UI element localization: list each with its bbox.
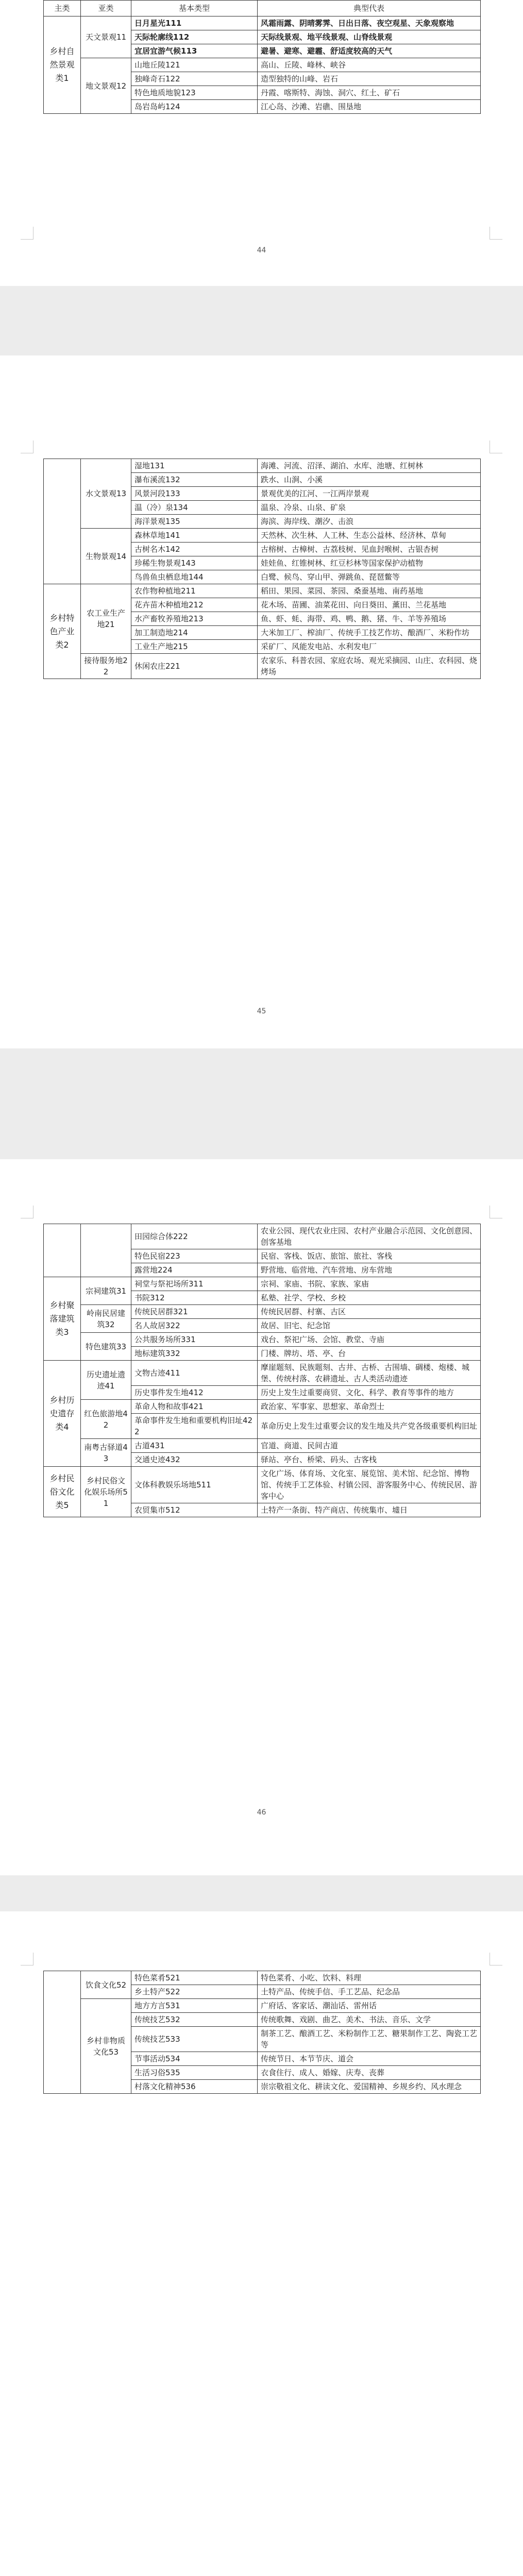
minor-category-cell: 历史遗址遗迹41 — [81, 1361, 131, 1400]
table-row — [44, 1400, 481, 1414]
base-type-cell: 珍稀生物景观143 — [131, 556, 258, 570]
base-type-cell: 温（冷）泉134 — [131, 501, 258, 515]
base-type-cell: 文物古迹411 — [131, 1361, 258, 1386]
document-page-45 — [0, 355, 523, 1048]
base-type-cell: 祠堂与祭祀场所311 — [131, 1277, 258, 1291]
margin-corner-mark — [490, 440, 502, 453]
table-page-45 — [43, 459, 481, 679]
representative-cell: 野营地、临营地、汽车营地、房车营地 — [258, 1263, 481, 1277]
representative-cell: 大米加工厂、榨油厂、传统手工技艺作坊、酿酒厂、米粉作坊 — [258, 626, 481, 640]
representative-cell: 革命历史上发生过重要会议的发生地及共产党各级重要机构旧址 — [258, 1414, 481, 1439]
margin-corner-mark — [490, 1953, 502, 1965]
representative-cell: 摩崖题刻、民族题刻、古井、古桥、古围墙、碉楼、炮楼、城堡、传统村落、农耕遗址、古人类活动遗迹 — [258, 1361, 481, 1386]
table-page-47 — [43, 1971, 481, 2094]
representative-cell: 海滩、河流、沼泽、湖泊、水库、池塘、红树林 — [258, 459, 481, 473]
base-type-cell: 特色民宿223 — [131, 1249, 258, 1263]
page-number: 45 — [257, 1007, 266, 1015]
table-row — [44, 1361, 481, 1386]
base-type-cell: 花卉苗木种植地212 — [131, 598, 258, 612]
representative-cell: 广府话、客家话、潮汕话、雷州话 — [258, 1999, 481, 2013]
minor-category-cell: 饮食文化52 — [81, 1971, 131, 1999]
base-type-cell: 工业生产地215 — [131, 640, 258, 654]
representative-cell: 戏台、祭祀广场、会馆、教堂、寺庙 — [258, 1333, 481, 1347]
representative-cell: 传统民居群、村寨、古区 — [258, 1305, 481, 1319]
table-row — [44, 459, 481, 473]
representative-cell: 衣食住行、成人、婚嫁、庆寿、丧葬 — [258, 2066, 481, 2080]
representative-cell: 政治家、军事家、思想家、革命烈士 — [258, 1400, 481, 1414]
margin-corner-mark — [21, 440, 33, 453]
base-type-cell: 露营地224 — [131, 1263, 258, 1277]
representative-cell: 丹霞、喀斯特、海蚀、洞穴、红土、矿石 — [258, 86, 481, 100]
base-type-cell: 独峰奇石122 — [131, 72, 258, 86]
base-type-cell: 公共服务场所331 — [131, 1333, 258, 1347]
major-category-cell — [44, 1971, 81, 2094]
base-type-cell: 生活习俗535 — [131, 2066, 258, 2080]
representative-cell: 特色菜肴、小吃、饮料、料理 — [258, 1971, 481, 1985]
minor-category-cell: 红色旅游地42 — [81, 1400, 131, 1439]
representative-cell: 造型独特的山峰、岩石 — [258, 72, 481, 86]
representative-cell: 制茶工艺、酿酒工艺、米粉制作工艺、糖果制作工艺、陶瓷工艺等 — [258, 2027, 481, 2052]
header-minor: 亚类 — [81, 1, 131, 16]
representative-cell: 私塾、社学、学校、乡校 — [258, 1291, 481, 1305]
representative-cell: 稻田、果园、菜园、茶园、桑蚕基地、南药基地 — [258, 584, 481, 598]
minor-category-cell: 特色建筑33 — [81, 1333, 131, 1361]
page-gap — [0, 1875, 523, 1911]
base-type-cell: 革命事件发生地和重要机构旧址422 — [131, 1414, 258, 1439]
representative-cell: 采矿厂、风能发电站、水利发电厂 — [258, 640, 481, 654]
table-row — [44, 584, 481, 598]
major-category-cell — [44, 459, 81, 584]
representative-cell: 海滨、海岸线、潮汐、击浪 — [258, 515, 481, 529]
base-type-cell: 地标建筑332 — [131, 1347, 258, 1361]
representative-cell: 民宿、客栈、饭店、旅馆、旅社、客栈 — [258, 1249, 481, 1263]
base-type-cell: 日月星光111 — [131, 16, 258, 30]
table-row — [44, 529, 481, 543]
representative-cell: 避暑、避寒、避霾、舒适度较高的天气 — [258, 44, 481, 58]
base-type-cell: 交通史迹432 — [131, 1453, 258, 1467]
major-category-cell — [44, 1224, 81, 1277]
representative-cell: 驿站、亭台、桥梁、码头、古客栈 — [258, 1453, 481, 1467]
representative-cell: 白鹭、候鸟、穿山甲、弹跳鱼、琵琶鳖等 — [258, 570, 481, 584]
representative-cell: 文化广场、体育场、文化室、展览馆、美术馆、纪念馆、博物馆、传统手工艺体验、村镇公园、游客服务中心、传统民居、游客中心 — [258, 1467, 481, 1503]
base-type-cell: 历史事件发生地412 — [131, 1386, 258, 1400]
base-type-cell: 村落文化精神536 — [131, 2080, 258, 2094]
base-type-cell: 宜居宜游气候113 — [131, 44, 258, 58]
base-type-cell: 特色地质地貌123 — [131, 86, 258, 100]
base-type-cell: 田园综合体222 — [131, 1224, 258, 1249]
representative-cell: 宗祠、家庙、书院、家族、家庙 — [258, 1277, 481, 1291]
table-page-46 — [43, 1224, 481, 1517]
base-type-cell: 革命人物和故事421 — [131, 1400, 258, 1414]
table-row — [44, 1971, 481, 1985]
base-type-cell: 天际轮廓线112 — [131, 30, 258, 44]
minor-category-cell: 天文景观11 — [81, 16, 131, 58]
minor-category-cell: 乡村民俗文化娱乐场所51 — [81, 1467, 131, 1517]
representative-cell: 江心岛、沙滩、岩礁、围垦地 — [258, 100, 481, 114]
minor-category-cell: 岭南民居建筑32 — [81, 1305, 131, 1333]
representative-cell: 故居、旧宅、纪念馆 — [258, 1319, 481, 1333]
base-type-cell: 传统民居群321 — [131, 1305, 258, 1319]
representative-cell: 传统歌舞、戏剧、曲艺、美术、书法、音乐、文学 — [258, 2013, 481, 2027]
header-base: 基本类型 — [131, 1, 258, 16]
base-type-cell: 乡土特产522 — [131, 1985, 258, 1999]
base-type-cell: 岛岩岛屿124 — [131, 100, 258, 114]
base-type-cell: 名人故居322 — [131, 1319, 258, 1333]
table-page-44 — [43, 0, 481, 114]
base-type-cell: 书院312 — [131, 1291, 258, 1305]
base-type-cell: 瀑布溪流132 — [131, 473, 258, 487]
minor-category-cell: 地文景观12 — [81, 58, 131, 114]
representative-cell: 农业公园、现代农业庄园、农村产业融合示范园、文化创意园、创客基地 — [258, 1224, 481, 1249]
representative-cell: 农家乐、科普农园、家庭农场、观光采摘园、山庄、农科园、烧烤场 — [258, 654, 481, 679]
base-type-cell: 古树名木142 — [131, 543, 258, 556]
representative-cell: 传统节日、本节节庆、道会 — [258, 2052, 481, 2066]
representative-cell: 天然林、次生林、人工林、生态公益林、经济林、草甸 — [258, 529, 481, 543]
base-type-cell: 风景河段133 — [131, 487, 258, 501]
base-type-cell: 传统技艺532 — [131, 2013, 258, 2027]
minor-category-cell: 乡村非物质文化53 — [81, 1999, 131, 2094]
base-type-cell: 加工制造地214 — [131, 626, 258, 640]
base-type-cell: 农作物种植地211 — [131, 584, 258, 598]
representative-cell: 风霜雨露、阴晴雾霁、日出日落、夜空观星、天象观察地 — [258, 16, 481, 30]
table-row — [44, 16, 481, 30]
table-row — [44, 1999, 481, 2013]
base-type-cell: 休闲农庄221 — [131, 654, 258, 679]
representative-cell: 古榕树、古樟树、古荔枝树、见血封喉树、古银杏树 — [258, 543, 481, 556]
table-header-row — [44, 1, 481, 16]
margin-corner-mark — [21, 227, 33, 240]
table-row — [44, 1305, 481, 1319]
margin-corner-mark — [21, 1953, 33, 1965]
major-category-cell: 乡村聚落建筑类3 — [44, 1277, 81, 1361]
base-type-cell: 水产畜牧养殖地213 — [131, 612, 258, 626]
base-type-cell: 古道431 — [131, 1439, 258, 1453]
base-type-cell: 湿地131 — [131, 459, 258, 473]
representative-cell: 花木场、苗圃、油菜花田、向日葵田、薰田、兰花基地 — [258, 598, 481, 612]
page-number: 46 — [257, 1808, 266, 1817]
page-gap — [0, 286, 523, 355]
table-row — [44, 1467, 481, 1503]
minor-category-cell: 生物景观14 — [81, 529, 131, 584]
table-row — [44, 58, 481, 72]
table-row — [44, 1224, 481, 1249]
representative-cell: 土特产一条街、特产商店、传统集市、墟日 — [258, 1503, 481, 1517]
header-major: 主类 — [44, 1, 81, 16]
base-type-cell: 地方方言531 — [131, 1999, 258, 2013]
table-row — [44, 1333, 481, 1347]
base-type-cell: 海洋景观135 — [131, 515, 258, 529]
document-page-47 — [0, 1911, 523, 2576]
representative-cell: 门楼、牌坊、塔、亭、台 — [258, 1347, 481, 1361]
base-type-cell: 传统技艺533 — [131, 2027, 258, 2052]
major-category-cell: 乡村自然景观类1 — [44, 16, 81, 114]
major-category-cell: 乡村民俗文化类5 — [44, 1467, 81, 1517]
header-rep: 典型代表 — [258, 1, 481, 16]
margin-corner-mark — [21, 1206, 33, 1218]
base-type-cell: 文体科教娱乐场地511 — [131, 1467, 258, 1503]
margin-corner-mark — [490, 1206, 502, 1218]
base-type-cell: 森林草地141 — [131, 529, 258, 543]
table-row — [44, 1439, 481, 1453]
major-category-cell: 乡村历史遗存类4 — [44, 1361, 81, 1467]
table-row — [44, 1277, 481, 1291]
representative-cell: 历史上发生过重要商贸、文化、科学、教育等事件的地方 — [258, 1386, 481, 1400]
page-gap — [0, 1048, 523, 1159]
minor-category-cell: 农工业生产地21 — [81, 584, 131, 654]
minor-category-cell: 水文景观13 — [81, 459, 131, 529]
document-page-46 — [0, 1159, 523, 1875]
base-type-cell: 农贸集市512 — [131, 1503, 258, 1517]
representative-cell: 崇宗敬祖文化、耕读文化、爱国精神、乡规乡约、风水理念 — [258, 2080, 481, 2094]
representative-cell: 娃娃鱼、红锥树林、红豆杉林等国家保护动植物 — [258, 556, 481, 570]
base-type-cell: 节事活动534 — [131, 2052, 258, 2066]
margin-corner-mark — [490, 227, 502, 240]
representative-cell: 温泉、冷泉、山泉、矿泉 — [258, 501, 481, 515]
representative-cell: 景观优美的江河、一江两岸景观 — [258, 487, 481, 501]
base-type-cell: 山地丘陵121 — [131, 58, 258, 72]
minor-category-cell: 南粤古驿道43 — [81, 1439, 131, 1467]
table-row — [44, 654, 481, 679]
representative-cell: 跌水、山涧、小溪 — [258, 473, 481, 487]
representative-cell: 高山、丘陵、峰林、峡谷 — [258, 58, 481, 72]
minor-category-cell — [81, 1224, 131, 1277]
representative-cell: 鱼、虾、蚝、海带、鸡、鸭、鹅、猪、牛、羊等养殖场 — [258, 612, 481, 626]
representative-cell: 天际线景观、地平线景观、山脊线景观 — [258, 30, 481, 44]
document-page-44 — [0, 0, 523, 286]
minor-category-cell: 接待服务地22 — [81, 654, 131, 679]
base-type-cell: 特色菜肴521 — [131, 1971, 258, 1985]
representative-cell: 土特产品、传统手信、手工艺品、纪念品 — [258, 1985, 481, 1999]
page-number: 44 — [257, 246, 266, 255]
minor-category-cell: 宗祠建筑31 — [81, 1277, 131, 1305]
base-type-cell: 鸟兽鱼虫栖息地144 — [131, 570, 258, 584]
major-category-cell: 乡村特色产业类2 — [44, 584, 81, 679]
representative-cell: 官道、商道、民间古道 — [258, 1439, 481, 1453]
